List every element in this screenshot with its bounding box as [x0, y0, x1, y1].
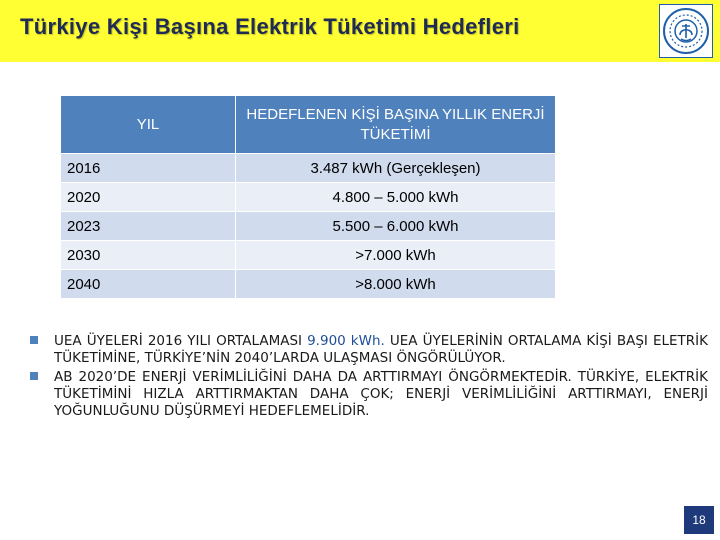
row-value: >7.000 kWh	[236, 241, 556, 270]
title-bar	[0, 0, 720, 62]
slide-title: Türkiye Kişi Başına Elektrik Tüketimi Hedefleri	[20, 14, 520, 39]
table-row	[61, 212, 556, 241]
targets-table	[60, 95, 556, 299]
header-target: HEDEFLENEN KİŞİ BAŞINA YILLIK ENERJİ TÜKETİMİ	[236, 96, 556, 154]
emblem-icon	[659, 4, 713, 58]
row-value: 3.487 kWh (Gerçekleşen)	[236, 154, 556, 183]
row-value: 4.800 – 5.000 kWh	[236, 183, 556, 212]
table-row	[61, 154, 556, 183]
table-row	[61, 270, 556, 299]
table-header-row	[61, 96, 556, 154]
square-bullet-icon	[30, 336, 38, 344]
page-number: 18	[684, 506, 714, 534]
bullet-item	[28, 333, 708, 367]
table-row	[61, 241, 556, 270]
bullet-text-rest: UEA ÜYELERİNİN ORTALAMA KİŞİ BAŞI ELETRİK TÜKETİMİNE, TÜRKİYE’NİN 2040’LARDA ULAŞMASI ÖNGÖRÜLÜYOR.	[54, 333, 708, 366]
row-year: 2023	[61, 212, 236, 241]
row-year: 2030	[61, 241, 236, 270]
bullet-text: UEA ÜYELERİ 2016 YILI ORTALAMASI	[54, 333, 308, 349]
bullet-item	[28, 369, 708, 420]
row-year: 2020	[61, 183, 236, 212]
row-value: 5.500 – 6.000 kWh	[236, 212, 556, 241]
row-year: 2016	[61, 154, 236, 183]
header-year: YIL	[61, 96, 236, 154]
table-row	[61, 183, 556, 212]
row-value: >8.000 kWh	[236, 270, 556, 299]
row-year: 2040	[61, 270, 236, 299]
bullet-highlight: 9.900 kWh.	[307, 333, 385, 349]
bullet-text: AB 2020’DE ENERJİ VERİMLİLİĞİNİ DAHA DA ARTTIRMAYI ÖNGÖRMEKTEDİR. TÜRKİYE, ELEKTRİK TÜKETİMİNİ HIZLA ARTTIRMAKTAN DAHA ÇOK; ENERJİ VERİMLİLİĞİNİ ARTTIRMAYI, ENERJİ YOĞUNLUĞUNU DÜŞÜRMEYİ HEDEFLEMELİDİR.	[54, 369, 708, 419]
bullet-list	[28, 333, 708, 422]
square-bullet-icon	[30, 372, 38, 380]
